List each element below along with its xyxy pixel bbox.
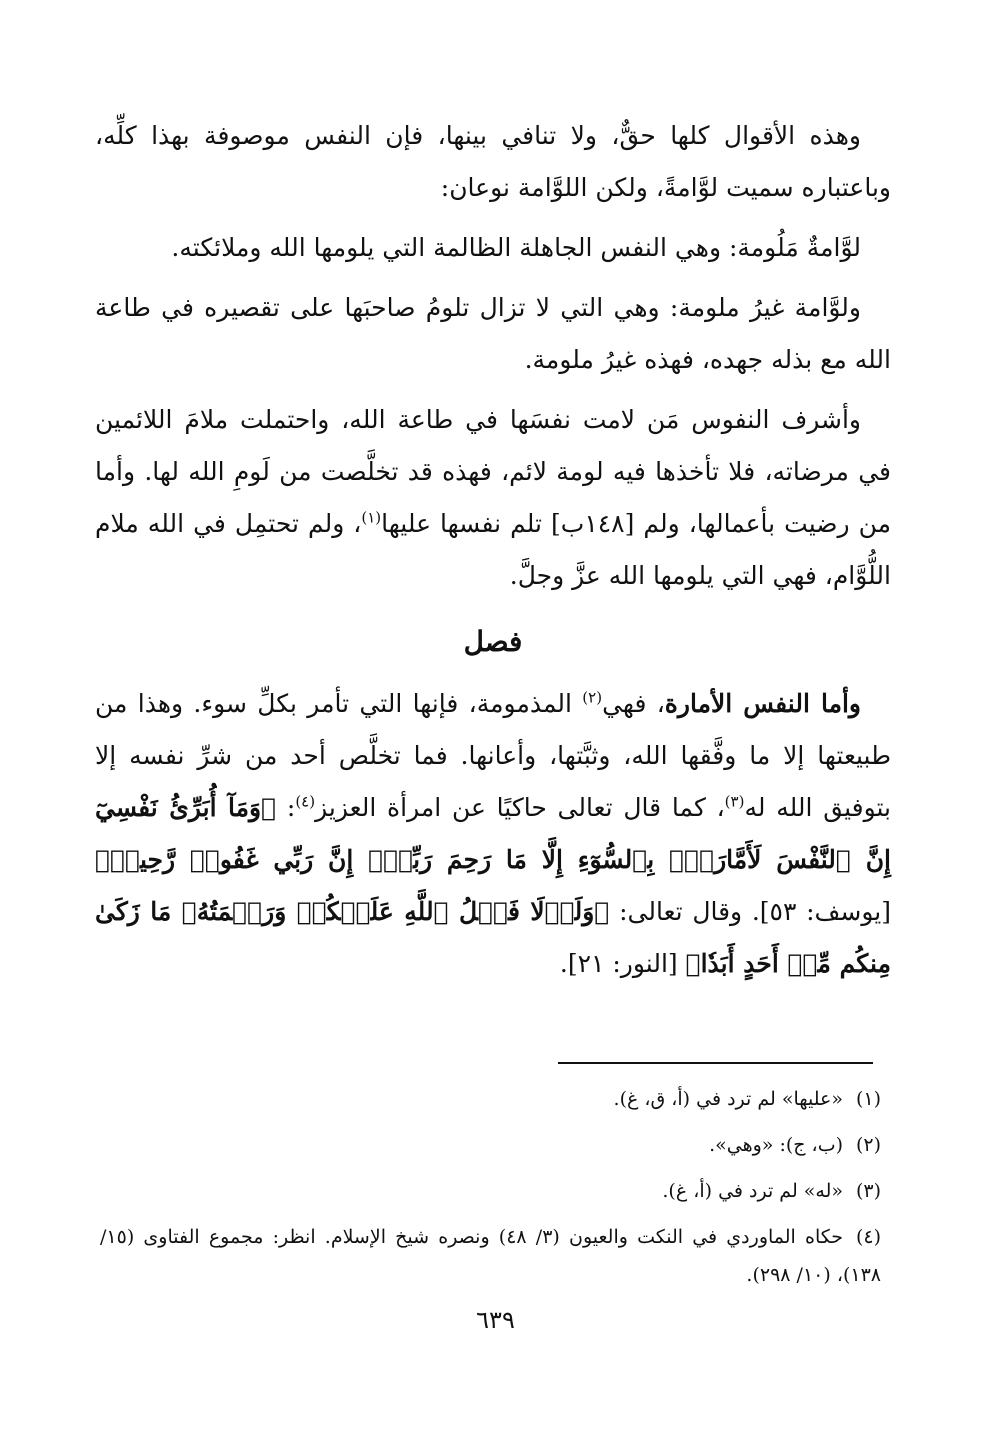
- footnote-number: (٢): [855, 1134, 881, 1156]
- footnote-ref-3: (٣): [724, 792, 745, 811]
- paragraph-5-lead: وأما النفس الأمارة: [664, 689, 861, 718]
- footnote-number: (٤): [855, 1226, 881, 1248]
- verse-citation-1: [يوسف: ٥٣]. وقال تعالى:: [609, 897, 891, 926]
- paragraph-1: وهذه الأقوال كلها حقٌّ، ولا تنافي بينها، فإن النفس موصوفة بهذا كلِّه، وباعتباره سميت لوَّامةً، ولكن اللوَّامة نوعان:: [95, 121, 891, 202]
- footnotes: [100, 1080, 881, 1302]
- footnote-text: «عليها» لم ترد في (أ، ق، غ).: [613, 1088, 843, 1110]
- quran-verse-1: ﴿وَمَآ أُبَرِّئُ نَفْسِيٓ إِنَّ ٱلنَّفْسَ لَأَمَّارَةُۢ بِٱلسُّوٓءِ إِلَّا مَا رَحِمَ رَبِّيٓۚ إِنَّ رَبِّي غَفُورٞ رَّحِيمٞ﴾: [95, 793, 891, 874]
- footnote-ref-2: (٢): [582, 688, 603, 707]
- paragraph-5-text-3: ، كما قال تعالى حاكيًا عن امرأة العزيز: [315, 793, 725, 822]
- section-heading: فصل: [463, 625, 523, 658]
- quran-verse-2: ﴿وَلَوۡلَا فَضۡلُ ٱللَّهِ عَلَيۡكُمۡ وَرَحۡمَتُهُۥ مَا زَكَىٰ مِنكُم مِّنۡ أَحَدٍ أَبَدٗا﴾: [95, 897, 891, 978]
- footnote-ref-4: (٤): [295, 792, 316, 811]
- footnote-1: [100, 1080, 881, 1118]
- paragraph-5-text-1: ، فهي: [602, 689, 665, 718]
- footnote-number: (١): [855, 1088, 881, 1110]
- paragraph-4-text-b: ، ولم تحتمِل في الله ملام اللُّوَّام، فهي التي يلومها الله عزَّ وجلَّ.: [95, 509, 891, 590]
- paragraph-5: [95, 678, 891, 990]
- verse-citation-2: [النور: ٢١].: [559, 949, 686, 978]
- footnote-text: «له» لم ترد في (أ، غ).: [662, 1180, 843, 1202]
- footnote-4: [100, 1218, 881, 1294]
- footnote-text: (ب، ج): «وهي».: [709, 1134, 843, 1156]
- footnote-number: (٣): [855, 1180, 881, 1202]
- footnote-text: حكاه الماوردي في النكت والعيون (٣/ ٤٨) ونصره شيخ الإسلام. انظر: مجموع الفتاوى (١٥/ ١٣٨)، (١٠/ ٢٩٨).: [100, 1226, 881, 1286]
- footnote-2: [100, 1126, 881, 1164]
- paragraph-5-text-4: :: [276, 793, 296, 822]
- paragraph-3: ولوَّامة غيرُ ملومة: وهي التي لا تزال تلومُ صاحبَها على تقصيره في طاعة الله مع بذله جهده، فهذه غيرُ ملومة.: [95, 293, 891, 374]
- paragraph-2: لوَّامةٌ مَلُومة: وهي النفس الجاهلة الظالمة التي يلومها الله وملائكته.: [171, 233, 861, 262]
- paragraph-4: [95, 394, 891, 602]
- footnote-divider: [558, 1062, 873, 1064]
- footnote-3: [100, 1172, 881, 1210]
- footnote-ref-1: (١): [361, 508, 382, 527]
- paragraph-4-text-a: وأشرف النفوس مَن لامت نفسَها في طاعة الله، واحتملت ملامَ اللائمين في مرضاته، فلا تأخذها فيه لومة لائم، فهذه قد تخلَّصت من لَومِ الله لها. وأما من رضيت بأعمالها، ولم [١٤٨ب] تلم نفسها عليها: [95, 405, 891, 538]
- paragraph-5-text-2: المذمومة، فإنها التي تأمر بكلِّ سوء. وهذا من طبيعتها إلا ما وفَّقها الله، وثبَّتها، وأعانها. فما تخلَّص أحد من شرِّ نفسه إلا بتوفيق الله له: [95, 689, 891, 822]
- page-number: ٦٣٩: [476, 1306, 515, 1334]
